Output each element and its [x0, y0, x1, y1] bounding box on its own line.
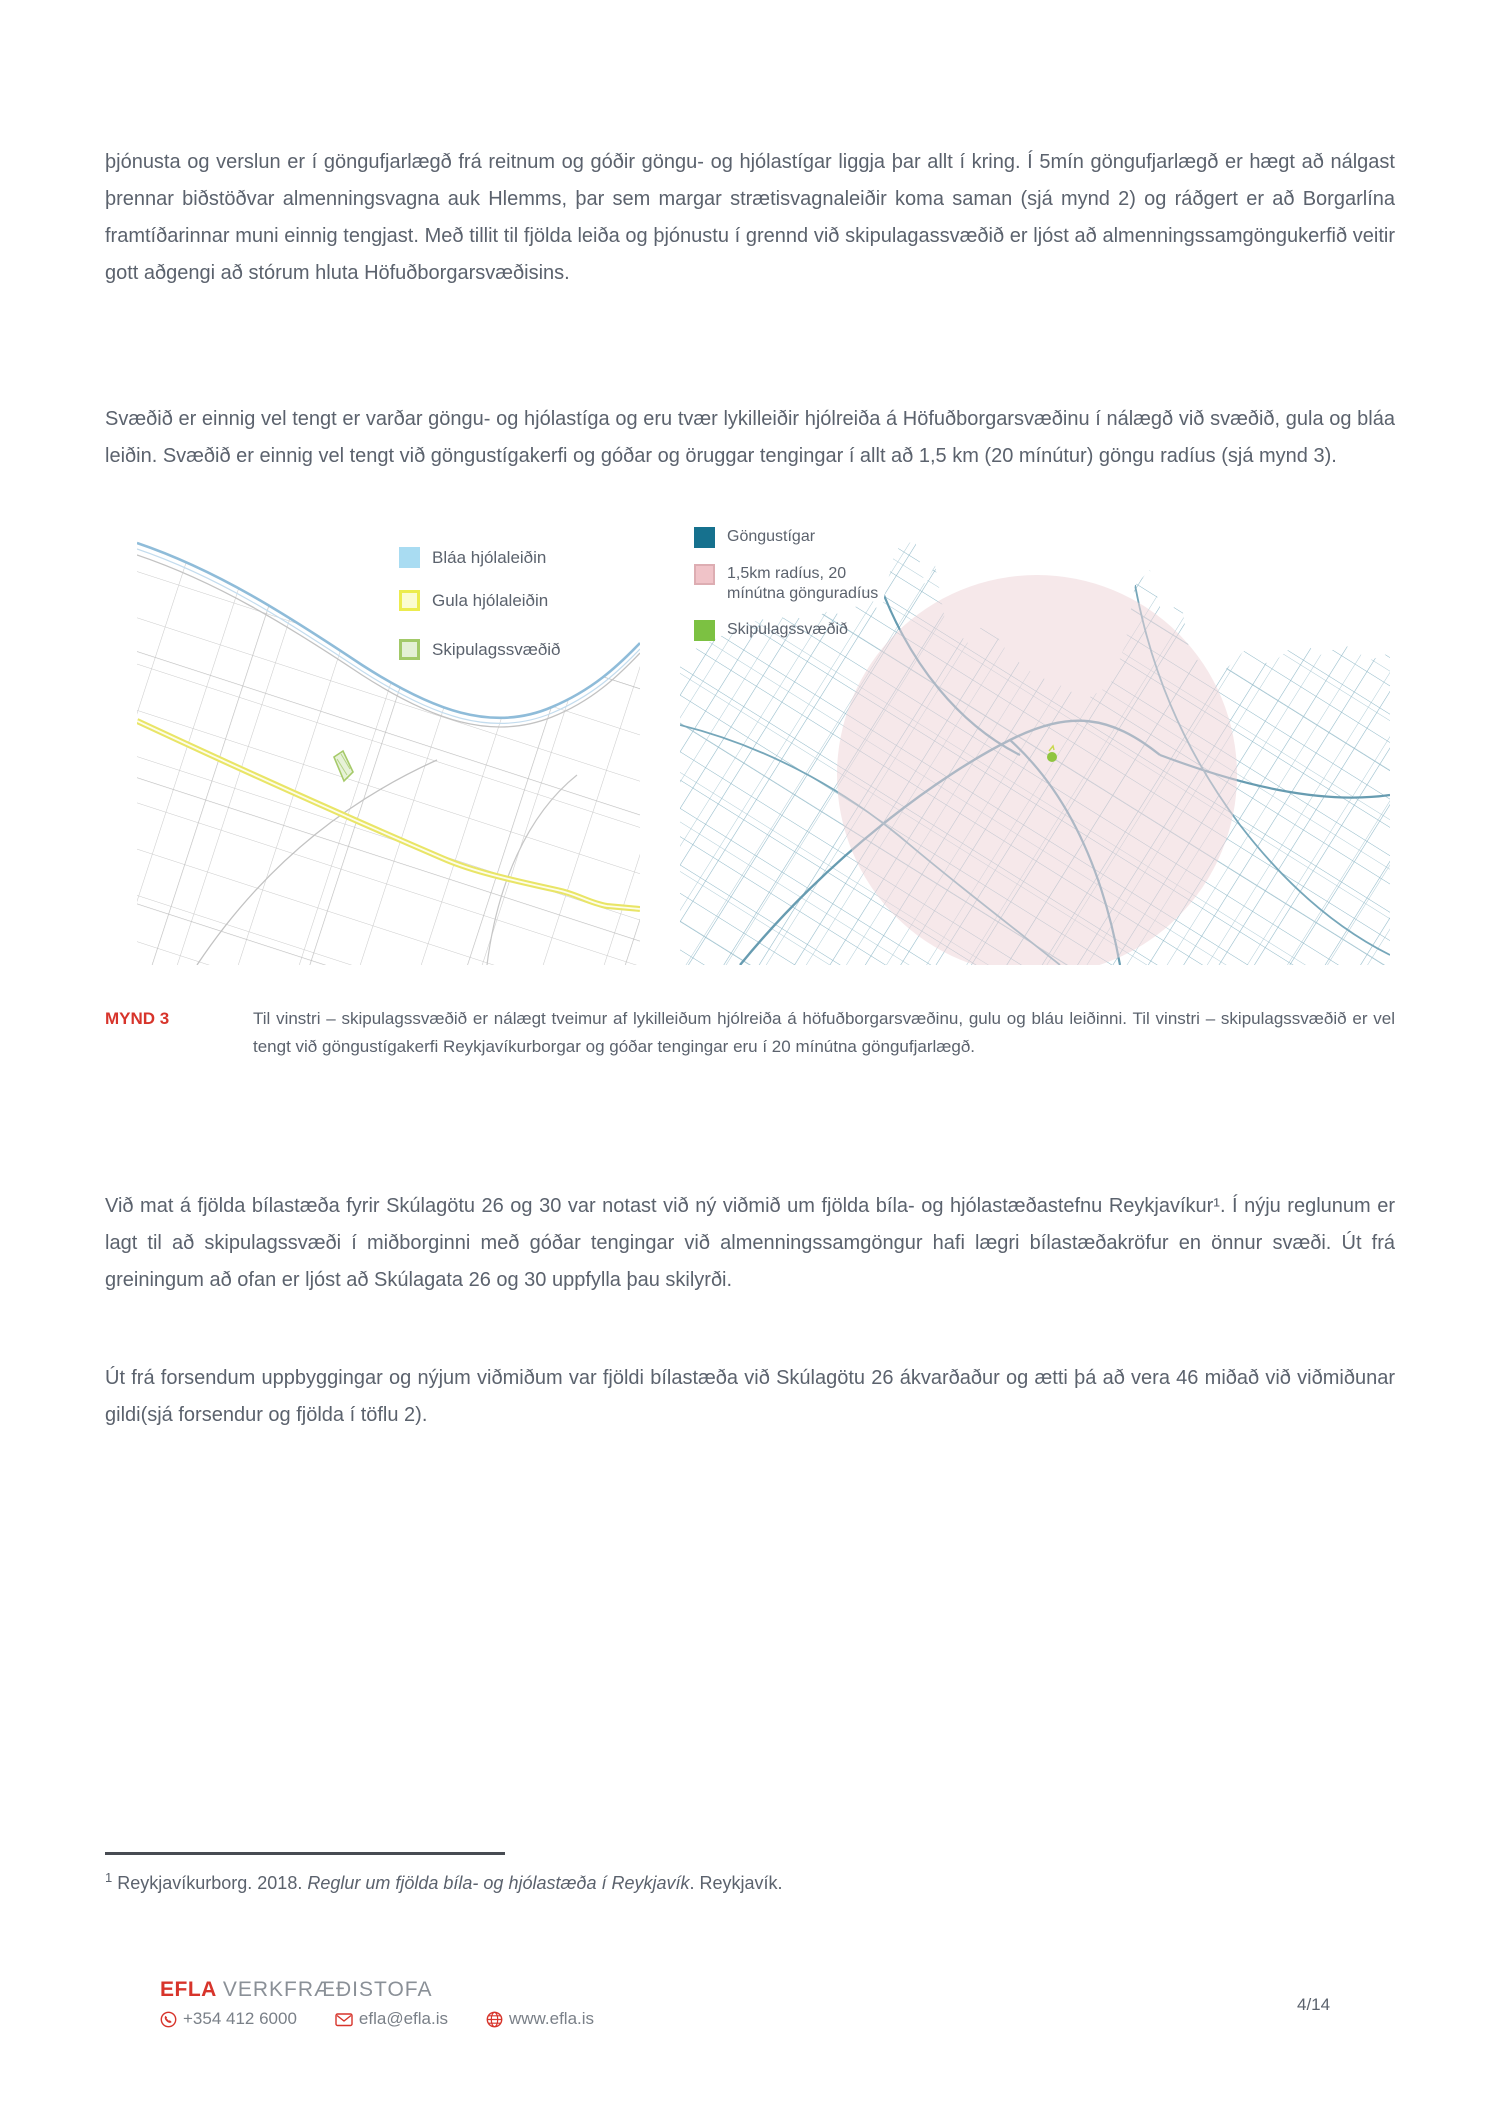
globe-icon — [486, 2011, 503, 2028]
email-contact — [335, 2009, 448, 2029]
figure-caption — [105, 1005, 1395, 1061]
website-url: www.efla.is — [509, 2009, 595, 2028]
map-cycle-routes — [137, 525, 640, 965]
planning-area-swatch-icon — [399, 639, 420, 660]
legend-item-planning-area — [694, 620, 897, 641]
footnote-title: Reglur um fjölda bíla- og hjólastæða í Reykjavík — [307, 1873, 690, 1893]
company-logo — [160, 1978, 632, 2002]
walking-radius-circle — [837, 575, 1237, 965]
blue-route-swatch-icon — [399, 547, 420, 568]
email-address: efla@efla.is — [358, 2009, 448, 2028]
footnote-marker: 1 — [105, 1870, 113, 1885]
brand-suffix: VERKFRÆÐISTOFA — [222, 1978, 433, 2001]
footer — [160, 1978, 632, 2029]
footnote-suffix: . Reykjavík. — [689, 1873, 783, 1893]
legend-label: Bláa hjólaleiðin — [432, 548, 547, 567]
phone-number: +354 412 6000 — [183, 2009, 297, 2028]
envelope-icon — [335, 2012, 353, 2027]
legend-item-planning-area — [399, 639, 561, 660]
phone-icon — [160, 2011, 177, 2028]
legend-label: Skipulagssvæðið — [727, 621, 848, 638]
figure-caption-text: Til vinstri – skipulagssvæðið er nálægt tveimur af lykilleiðum hjólreiða á höfuðborgarsvæðinu, gulu og bláu leiðinni. Til vinstri – skipulagssvæðið er vel tengt við göngustígakerfi Reykjavíkurborgar og góðar tengingar eru í 20 mínútna göngufjarlægð. — [253, 1009, 1395, 1056]
paragraph-3: Við mat á fjölda bílastæða fyrir Skúlagötu 26 og 30 var notast við ný viðmið um fjölda bíla- og hjólastæðastefnu Reykjavíkur¹. Í nýju reglunum er lagt til að skipulagssvæði í miðborginni með góðar tengingar við almenningssamgöngur hafi lægri bílastæðakröfur en önnur svæði. Út frá greiningum að ofan er ljóst að Skúlagata 26 og 30 uppfylla þau skilyrði. — [105, 1195, 1395, 1291]
footnote-prefix: Reykjavíkurborg. 2018. — [112, 1873, 308, 1893]
legend-item-walking-paths — [694, 527, 897, 548]
figure-label: MYND 3 — [105, 1009, 170, 1028]
paragraph-2: Svæðið er einnig vel tengt er varðar göngu- og hjólastíga og eru tvær lykilleiðir hjólreiða á Höfuðborgarsvæðinu í nálægð við svæðið, gula og bláa leiðin. Svæðið er einnig vel tengt við göngustígakerfi og góðar og öruggar tengingar í allt að 1,5 km (20 mínútur) göngu radíus (sjá mynd 3). — [105, 408, 1395, 467]
contact-info — [160, 2009, 632, 2029]
phone-contact — [160, 2009, 297, 2029]
map-cycle-routes-graphic — [137, 525, 640, 965]
legend-item-radius — [694, 564, 897, 604]
legend-label: Skipulagssvæðið — [432, 640, 561, 659]
page-number: 4/14 — [1297, 1995, 1331, 2014]
legend-label: Gula hjólaleiðin — [432, 591, 549, 610]
right-map-legend — [694, 527, 897, 657]
walking-paths-swatch-icon — [694, 527, 715, 548]
footnote-divider — [105, 1852, 505, 1855]
brand-name: EFLA — [160, 1978, 217, 2001]
planning-area-swatch-icon — [694, 620, 715, 641]
paragraph-4: Út frá forsendum uppbyggingar og nýjum viðmiðum var fjöldi bílastæða við Skúlagötu 26 ákvarðaður og ætti þá að vera 46 miðað við viðmiðunar gildi(sjá forsendur og fjölda í töflu 2). — [105, 1367, 1395, 1426]
yellow-route-swatch-icon — [399, 590, 420, 611]
legend-item-yellow-route — [399, 590, 561, 611]
paragraph-1: þjónusta og verslun er í göngufjarlægð frá reitnum og góðir göngu- og hjólastígar liggja þar allt í kring. Í 5mín göngufjarlægð er hægt að nálgast þrennar biðstöðvar almenningsvagna auk Hlemms, þar sem margar strætisvagnaleiðir koma saman (sjá mynd 2) og ráðgert er að Borgarlína framtíðarinnar muni einnig tengjast. Með tillit til fjölda leiða og þjónustu í grennd við skipulagassvæðið er ljóst að almenningssamgöngukerfið veitir gott aðgengi að stórum hluta Höfuðborgarsvæðisins. — [105, 151, 1395, 284]
website-contact — [486, 2009, 594, 2029]
legend-label: Göngustígar — [727, 528, 816, 545]
map-walking-radius — [680, 525, 1390, 965]
legend-label: 1,5km radíus, 20 mínútna gönguradíus — [727, 565, 879, 602]
left-map-legend — [399, 547, 561, 682]
legend-item-blue-route — [399, 547, 561, 568]
footnote — [105, 1870, 1395, 1896]
radius-swatch-icon — [694, 564, 715, 585]
